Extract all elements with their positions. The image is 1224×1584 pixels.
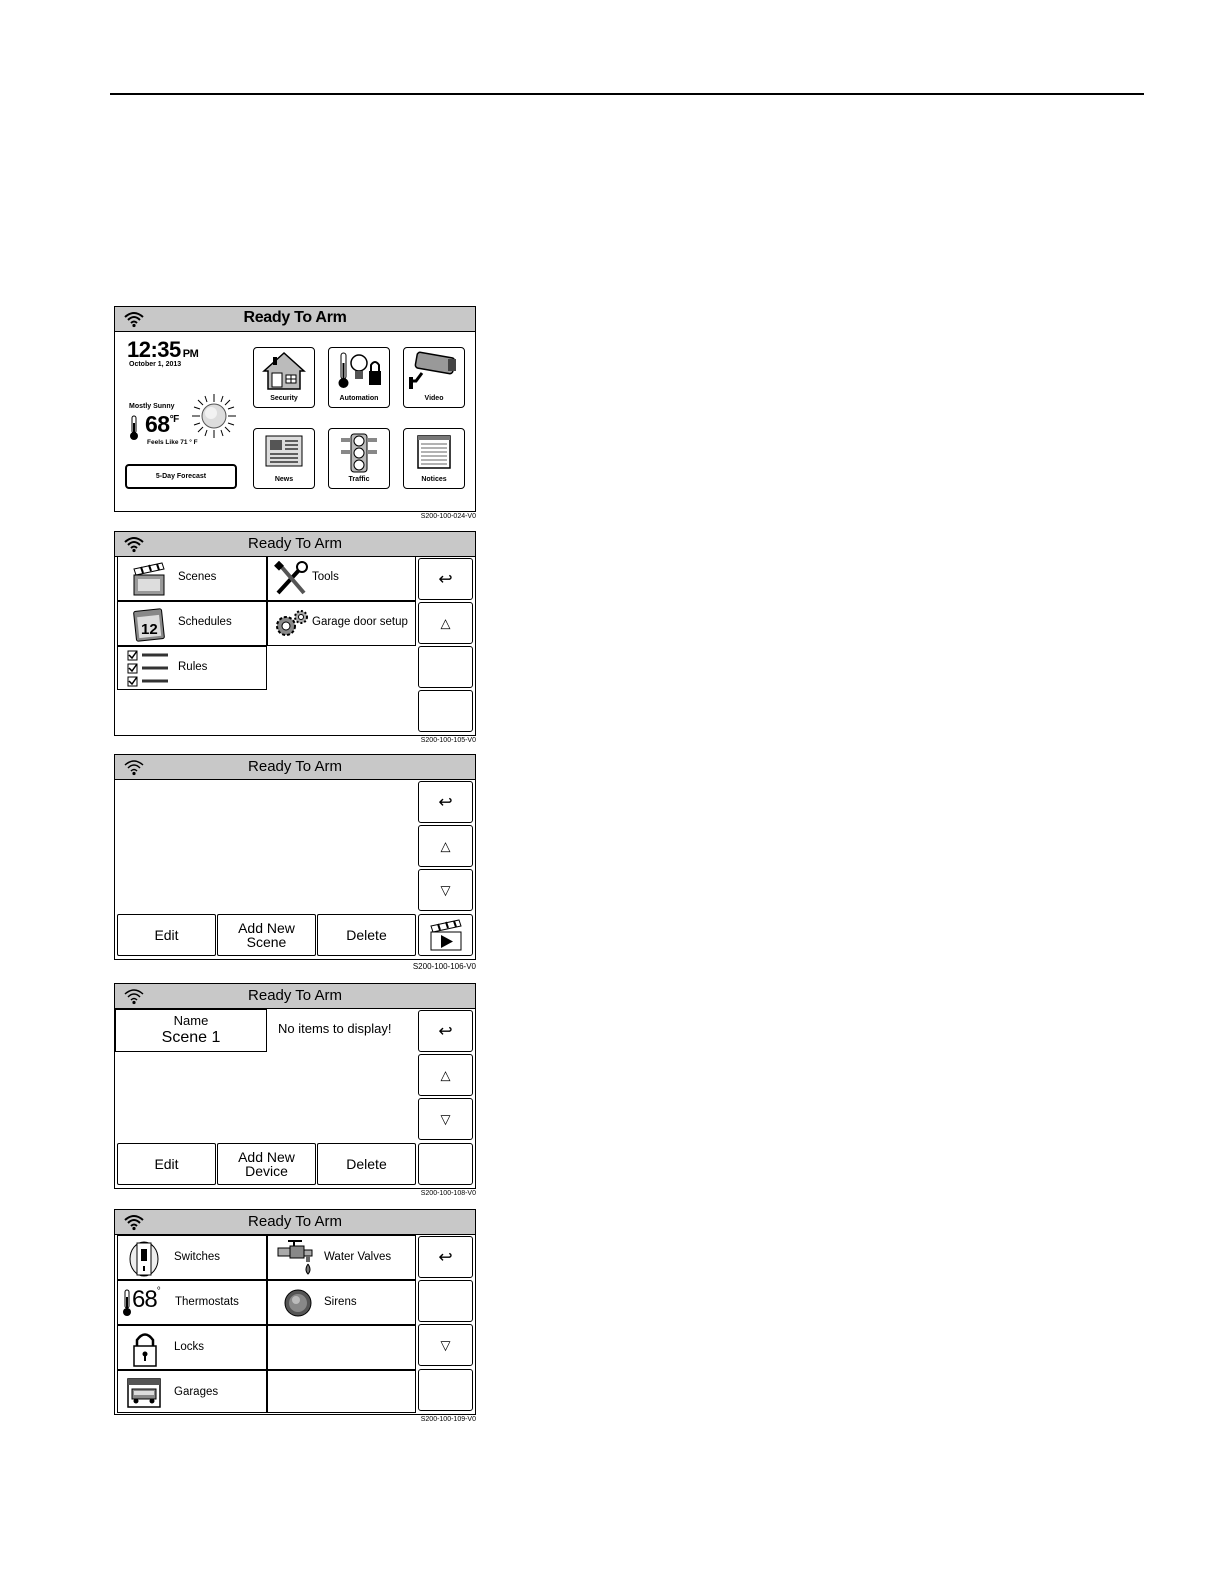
device-type-garages[interactable] xyxy=(117,1370,267,1413)
weather-condition: Mostly Sunny xyxy=(129,403,175,410)
menu-item-garage-door-setup[interactable] xyxy=(267,601,416,646)
device-type-switches[interactable] xyxy=(117,1235,267,1280)
add-new-scene-label: Add New Scene xyxy=(238,920,295,950)
back-button[interactable] xyxy=(418,1010,473,1052)
down-arrow-icon: ▽ xyxy=(440,1337,451,1353)
scroll-down-button[interactable] xyxy=(418,1324,473,1366)
back-button[interactable] xyxy=(418,1236,473,1278)
temperature-unit: °F xyxy=(169,414,179,425)
gears-icon xyxy=(272,608,310,640)
thermostat-icon-value xyxy=(132,1286,160,1314)
down-arrow-icon: ▽ xyxy=(440,1111,451,1127)
empty-cell xyxy=(267,1370,416,1413)
status-bar xyxy=(115,307,475,332)
status-title: Ready To Arm xyxy=(248,1213,342,1230)
menu-item-label: Garage door setup xyxy=(312,616,408,628)
scroll-down-button[interactable] xyxy=(418,869,473,911)
clock-time: 12:35 xyxy=(127,337,181,362)
thermostat-icon-number: 68 xyxy=(132,1286,157,1313)
status-title: Ready To Arm xyxy=(248,535,342,552)
device-types-panel xyxy=(114,1209,476,1415)
header-rule xyxy=(110,93,1144,95)
scroll-up-button[interactable] xyxy=(418,602,473,644)
back-icon: ↩ xyxy=(438,1247,453,1267)
up-arrow-icon: △ xyxy=(440,1067,451,1083)
scroll-down-button[interactable] xyxy=(418,1098,473,1140)
menu-item-label: Tools xyxy=(312,571,339,583)
add-new-device-button[interactable] xyxy=(217,1143,316,1185)
tools-icon xyxy=(274,561,308,597)
up-arrow-icon: △ xyxy=(440,838,451,854)
scroll-up-button[interactable] xyxy=(418,1054,473,1096)
status-bar xyxy=(115,532,475,557)
add-new-scene-button[interactable] xyxy=(217,914,316,956)
forecast-button[interactable]: 5-Day Forecast xyxy=(125,464,237,489)
feels-like: Feels Like 71 ° F xyxy=(147,439,198,446)
up-arrow-icon: △ xyxy=(440,615,451,631)
scene-detail-panel xyxy=(114,983,476,1189)
add-new-device-label: Add New Device xyxy=(238,1149,295,1179)
figure-id: S200-100-106-V0 xyxy=(412,962,476,971)
notices-tile[interactable] xyxy=(403,428,465,489)
checklist-icon xyxy=(126,649,170,689)
tile-label: Video xyxy=(424,395,444,402)
name-value: Scene 1 xyxy=(161,1029,221,1046)
empty-cell xyxy=(267,1325,416,1370)
menu-item-rules[interactable] xyxy=(117,646,267,690)
bulb-lock-icon xyxy=(337,351,383,391)
figure-id: S200-100-108-V0 xyxy=(420,1190,476,1197)
status-bar xyxy=(115,1210,475,1235)
thermostat-icon-unit: ° xyxy=(156,1286,160,1297)
empty-nav-button xyxy=(418,646,473,688)
notepad-icon xyxy=(412,432,456,472)
name-label: Name xyxy=(173,1013,209,1028)
home-screen-panel xyxy=(114,306,476,512)
edit-button[interactable] xyxy=(117,1143,216,1185)
back-icon: ↩ xyxy=(438,792,453,812)
back-icon: ↩ xyxy=(438,1021,453,1041)
back-button[interactable] xyxy=(418,558,473,600)
tile-label: Automation xyxy=(339,395,379,402)
menu-item-schedules[interactable] xyxy=(117,601,267,646)
device-type-label: Locks xyxy=(174,1341,205,1353)
tile-label: Notices xyxy=(421,476,447,483)
down-arrow-icon: ▽ xyxy=(440,882,451,898)
status-title: Ready To Arm xyxy=(248,987,342,1004)
device-type-thermostats[interactable] xyxy=(117,1280,267,1325)
delete-label: Delete xyxy=(346,1156,387,1172)
lock-icon xyxy=(132,1330,158,1368)
newspaper-icon xyxy=(262,432,306,472)
empty-message: No items to display! xyxy=(278,1021,392,1036)
thermometer-icon xyxy=(129,415,139,441)
device-type-sirens[interactable] xyxy=(267,1280,416,1325)
status-title: Ready To Arm xyxy=(243,309,347,326)
tile-label: News xyxy=(274,476,294,483)
clock xyxy=(127,337,198,363)
security-tile[interactable] xyxy=(253,347,315,408)
video-tile[interactable] xyxy=(403,347,465,408)
light-switch-icon xyxy=(126,1240,162,1278)
house-icon xyxy=(262,351,306,391)
edit-label: Edit xyxy=(154,927,179,943)
automation-menu-panel xyxy=(114,531,476,736)
status-bar xyxy=(115,755,475,780)
automation-tile[interactable] xyxy=(328,347,390,408)
tile-label: Traffic xyxy=(348,476,370,483)
empty-nav-button xyxy=(418,1143,473,1185)
clapperboard-icon xyxy=(132,561,166,597)
delete-label: Delete xyxy=(346,927,387,943)
traffic-light-icon xyxy=(337,432,381,474)
siren-icon xyxy=(282,1287,314,1319)
play-scene-button[interactable] xyxy=(418,914,473,956)
scenes-panel xyxy=(114,754,476,960)
empty-nav-button xyxy=(418,1280,473,1322)
status-title: Ready To Arm xyxy=(248,758,342,775)
empty-nav-button xyxy=(418,1369,473,1411)
menu-item-label: Rules xyxy=(178,661,208,673)
scroll-up-button[interactable] xyxy=(418,825,473,867)
water-valve-icon xyxy=(276,1238,320,1278)
menu-item-scenes[interactable] xyxy=(117,556,267,601)
clapperboard-play-icon xyxy=(429,918,463,952)
menu-item-label: Schedules xyxy=(178,616,232,628)
edit-button[interactable] xyxy=(117,914,216,956)
back-button[interactable] xyxy=(418,781,473,823)
device-type-label: Water Valves xyxy=(324,1251,392,1263)
device-type-locks[interactable] xyxy=(117,1325,267,1370)
thermometer-icon xyxy=(122,1289,132,1317)
figure-id: S200-100-024-V0 xyxy=(420,513,476,520)
delete-button[interactable] xyxy=(317,914,416,956)
edit-label: Edit xyxy=(154,1156,179,1172)
menu-item-tools[interactable] xyxy=(267,556,416,601)
device-type-label: Thermostats xyxy=(175,1296,239,1308)
date: October 1, 2013 xyxy=(129,361,182,368)
garage-icon xyxy=(126,1377,162,1409)
figure-id: S200-100-105-V0 xyxy=(420,737,476,744)
device-type-water-valves[interactable] xyxy=(267,1235,416,1280)
device-type-label: Switches xyxy=(174,1251,221,1263)
delete-button[interactable] xyxy=(317,1143,416,1185)
svg-text:12: 12 xyxy=(141,621,158,638)
device-type-label: Sirens xyxy=(324,1296,357,1308)
calendar-icon xyxy=(132,606,166,642)
menu-item-label: Scenes xyxy=(178,571,217,583)
sun-icon xyxy=(191,393,237,439)
news-tile[interactable] xyxy=(253,428,315,489)
tile-label: Security xyxy=(270,395,298,402)
back-icon: ↩ xyxy=(438,569,453,589)
traffic-tile[interactable] xyxy=(328,428,390,489)
temperature-value: 68 xyxy=(145,411,170,437)
figure-id: S200-100-109-V0 xyxy=(420,1416,476,1423)
temperature xyxy=(145,411,179,438)
empty-nav-button xyxy=(418,690,473,732)
clock-ampm: PM xyxy=(182,348,199,360)
status-bar xyxy=(115,984,475,1009)
device-type-label: Garages xyxy=(174,1386,219,1398)
camera-icon xyxy=(408,351,458,391)
scene-name-field[interactable] xyxy=(115,1009,267,1052)
